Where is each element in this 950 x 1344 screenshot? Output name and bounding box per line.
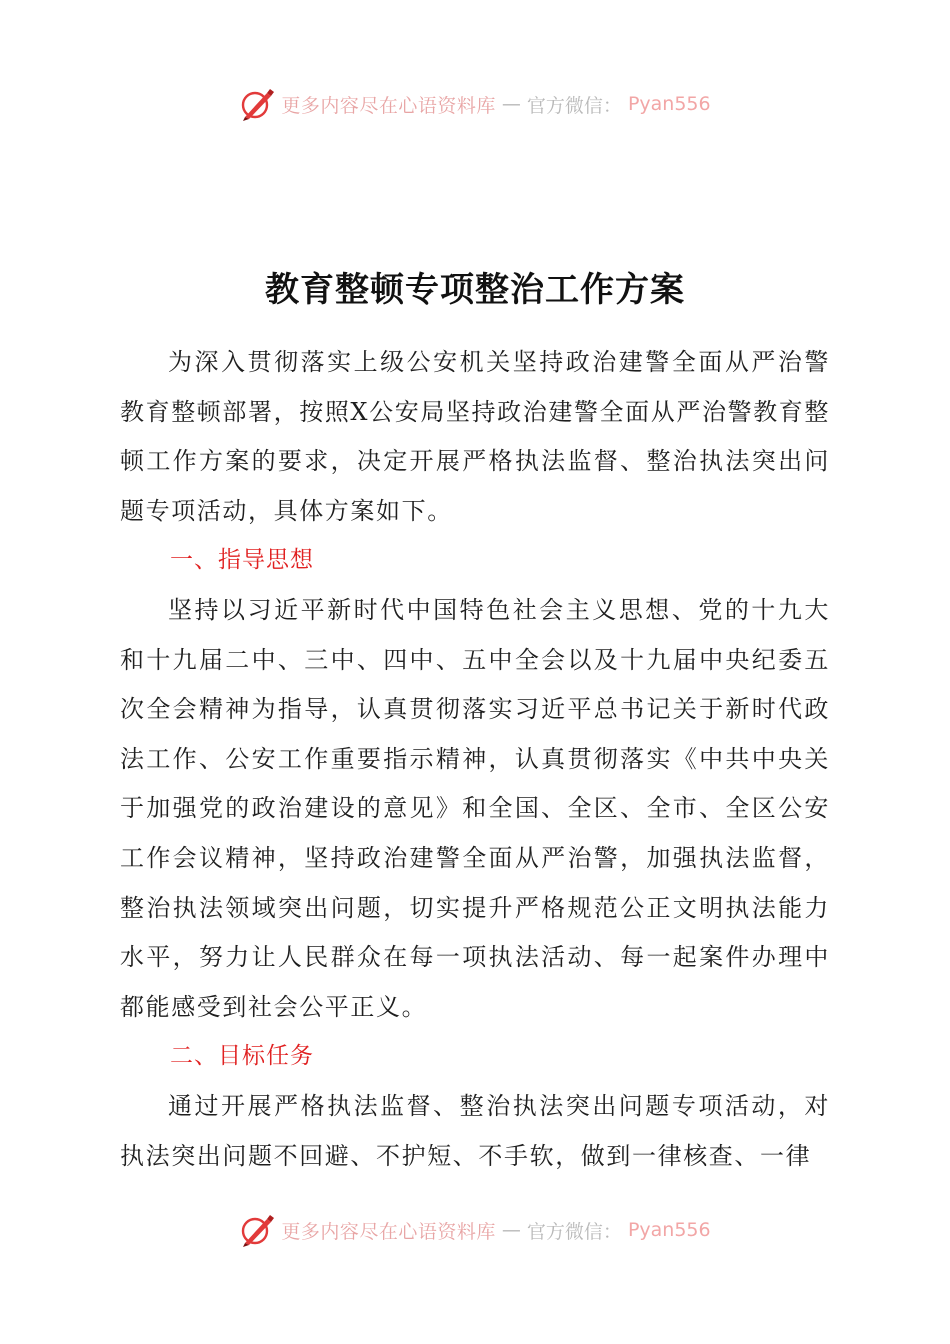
banner-wechat-id: Pyan556 — [627, 93, 711, 115]
banner-content — [239, 1213, 710, 1247]
pen-circle-logo-icon — [239, 1213, 275, 1247]
pen-circle-logo-icon — [239, 87, 275, 121]
document-body — [120, 338, 830, 1181]
banner-dash: — — [501, 1219, 521, 1241]
section-body-goals-tasks: 通过开展严格执法监督、整治执法突出问题专项活动，对执法突出问题不回避、不护短、不手软，做到一律核查、一律 — [120, 1091, 830, 1170]
header-banner — [0, 84, 950, 124]
footer-banner — [0, 1210, 950, 1250]
intro-paragraph: 为深入贯彻落实上级公安机关坚持政治建警全面从严治警教育整顿部署，按照X公安局坚持政治建警全面从严治警教育整顿工作方案的要求，决定开展严格执法监督、整治执法突出问题专项活动，具体方案如下。 — [120, 348, 830, 525]
section-heading-goals-tasks: 二、目标任务 — [170, 1043, 314, 1070]
banner-brand-text: 更多内容尽在心语资料库 — [281, 94, 496, 117]
banner-wechat-label: 官方微信： — [526, 94, 622, 117]
section-body-guiding-ideology: 坚持以习近平新时代中国特色社会主义思想、党的十九大和十九届二中、三中、四中、五中全会以及十九届中央纪委五次全会精神为指导，认真贯彻落实习近平总书记关于新时代政法工作、公安工作重要指示精神，认真贯彻落实《中共中央关于加强党的政治建设的意见》和全国、全区、全市、全区公安工作会议精神，坚持政治建警全面从严治警，加强执法监督，整治执法领域突出问题，切实提升严格规范公正文明执法能力水平，努力让人民群众在每一项执法活动、每一起案件办理中都能感受到社会公平正义。 — [120, 595, 830, 1021]
banner-dash: — — [501, 93, 521, 115]
banner-wechat-label: 官方微信： — [526, 1220, 622, 1243]
banner-content — [239, 87, 710, 121]
banner-brand-text: 更多内容尽在心语资料库 — [281, 1220, 496, 1243]
document-title: 教育整顿专项整治工作方案 — [265, 270, 685, 310]
section-heading-guiding-ideology: 一、指导思想 — [170, 547, 314, 574]
banner-wechat-id: Pyan556 — [627, 1219, 711, 1241]
